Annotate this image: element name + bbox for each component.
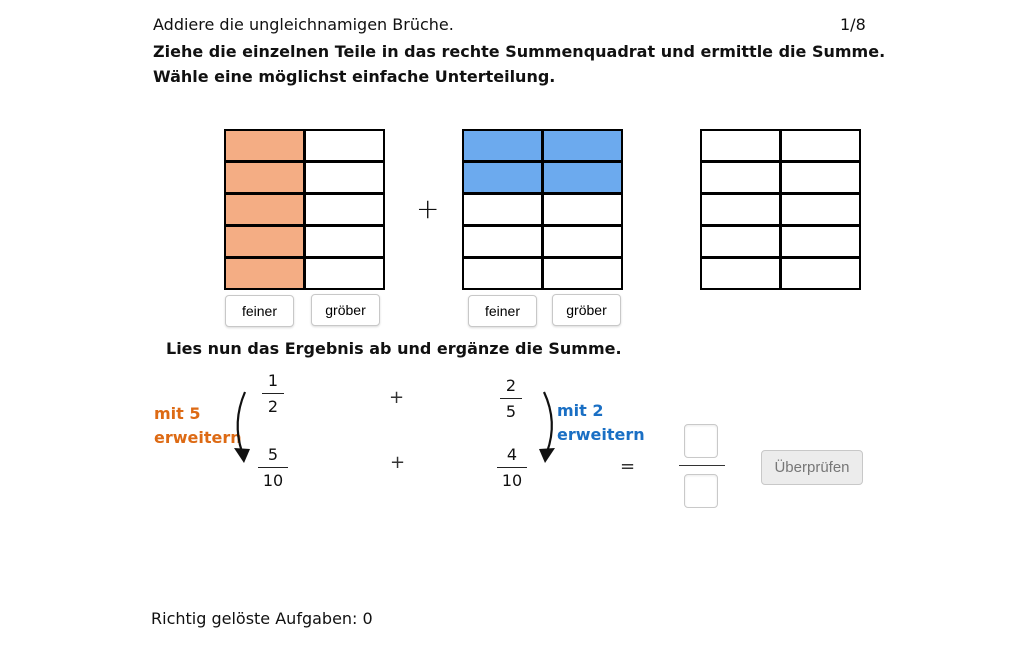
fraction-1-denominator: 2 (267, 397, 279, 416)
fraction-cell[interactable] (464, 259, 541, 288)
fraction-cell[interactable] (782, 131, 859, 160)
filled-fraction-cell[interactable] (464, 163, 541, 192)
fraction-1-expanded (258, 445, 288, 490)
fraction-cell[interactable] (702, 259, 779, 288)
fraction-cell[interactable] (782, 227, 859, 256)
fraction-1 (262, 371, 284, 416)
left-coarser-button[interactable]: gröber (311, 294, 380, 326)
fraction-cell[interactable] (782, 259, 859, 288)
fraction-1-expanded-denominator: 10 (262, 471, 284, 490)
instruction-line-2: Wähle eine möglichst einfache Unterteilung. (153, 67, 556, 86)
middle-fraction-square[interactable] (462, 129, 623, 290)
expand-label-left (154, 402, 242, 450)
sum-square[interactable] (700, 129, 861, 290)
fraction-cell[interactable] (306, 227, 383, 256)
fraction-cell[interactable] (702, 131, 779, 160)
expand-arrow-left-icon (230, 388, 260, 466)
fraction-bar (262, 393, 284, 394)
fraction-bar (497, 467, 527, 468)
filled-fraction-cell[interactable] (226, 259, 303, 288)
fraction-cell[interactable] (306, 163, 383, 192)
fraction-cell[interactable] (544, 259, 621, 288)
check-button[interactable]: Überprüfen (761, 450, 863, 485)
fraction-cell[interactable] (782, 163, 859, 192)
fraction-cell[interactable] (544, 195, 621, 224)
fraction-cell[interactable] (464, 195, 541, 224)
expand-label-right-line-1: mit 2 (557, 401, 604, 420)
filled-fraction-cell[interactable] (226, 195, 303, 224)
solved-counter: Richtig gelöste Aufgaben: 0 (151, 609, 373, 628)
fraction-cell[interactable] (464, 227, 541, 256)
fraction-1-numerator: 1 (267, 371, 279, 390)
fraction-1-expanded-numerator: 5 (267, 445, 279, 464)
expand-label-left-line-2: erweitern (154, 428, 242, 447)
result-prompt: Lies nun das Ergebnis ab und ergänze die Summe. (166, 339, 622, 358)
plus-sign: + (416, 192, 440, 225)
filled-fraction-cell[interactable] (544, 131, 621, 160)
plus-sign-bottom: + (390, 452, 406, 473)
filled-fraction-cell[interactable] (226, 163, 303, 192)
plus-sign-top: + (389, 387, 405, 408)
fraction-cell[interactable] (306, 195, 383, 224)
fraction-cell[interactable] (702, 195, 779, 224)
fraction-cell[interactable] (306, 259, 383, 288)
fraction-2-denominator: 5 (505, 402, 517, 421)
fraction-bar (258, 467, 288, 468)
middle-coarser-button[interactable]: gröber (552, 294, 621, 326)
fraction-2-expanded-denominator: 10 (501, 471, 523, 490)
fraction-cell[interactable] (702, 163, 779, 192)
fraction-cell[interactable] (544, 227, 621, 256)
middle-finer-button[interactable]: feiner (468, 295, 537, 327)
filled-fraction-cell[interactable] (544, 163, 621, 192)
instruction-line-1: Ziehe die einzelnen Teile in das rechte Summenquadrat und ermittle die Summe. (153, 42, 886, 61)
answer-fraction-bar (679, 465, 725, 466)
left-fraction-square[interactable] (224, 129, 385, 290)
fraction-bar (500, 398, 522, 399)
task-counter: 1/8 (840, 15, 866, 34)
fraction-2-expanded (497, 445, 527, 490)
task-title: Addiere die ungleichnamigen Brüche. (153, 15, 454, 34)
answer-denominator-input[interactable] (684, 474, 718, 508)
fraction-2-expanded-numerator: 4 (506, 445, 518, 464)
left-finer-button[interactable]: feiner (225, 295, 294, 327)
filled-fraction-cell[interactable] (464, 131, 541, 160)
filled-fraction-cell[interactable] (226, 227, 303, 256)
fraction-cell[interactable] (782, 195, 859, 224)
expand-label-right-line-2: erweitern (557, 425, 645, 444)
fraction-2-numerator: 2 (505, 376, 517, 395)
fraction-2 (500, 376, 522, 421)
expand-label-right (557, 399, 645, 447)
expand-label-left-line-1: mit 5 (154, 404, 201, 423)
instructions (153, 39, 885, 89)
equals-sign: = (620, 456, 636, 477)
fraction-cell[interactable] (306, 131, 383, 160)
answer-numerator-input[interactable] (684, 424, 718, 458)
expand-arrow-right-icon (530, 388, 560, 466)
fraction-cell[interactable] (702, 227, 779, 256)
filled-fraction-cell[interactable] (226, 131, 303, 160)
